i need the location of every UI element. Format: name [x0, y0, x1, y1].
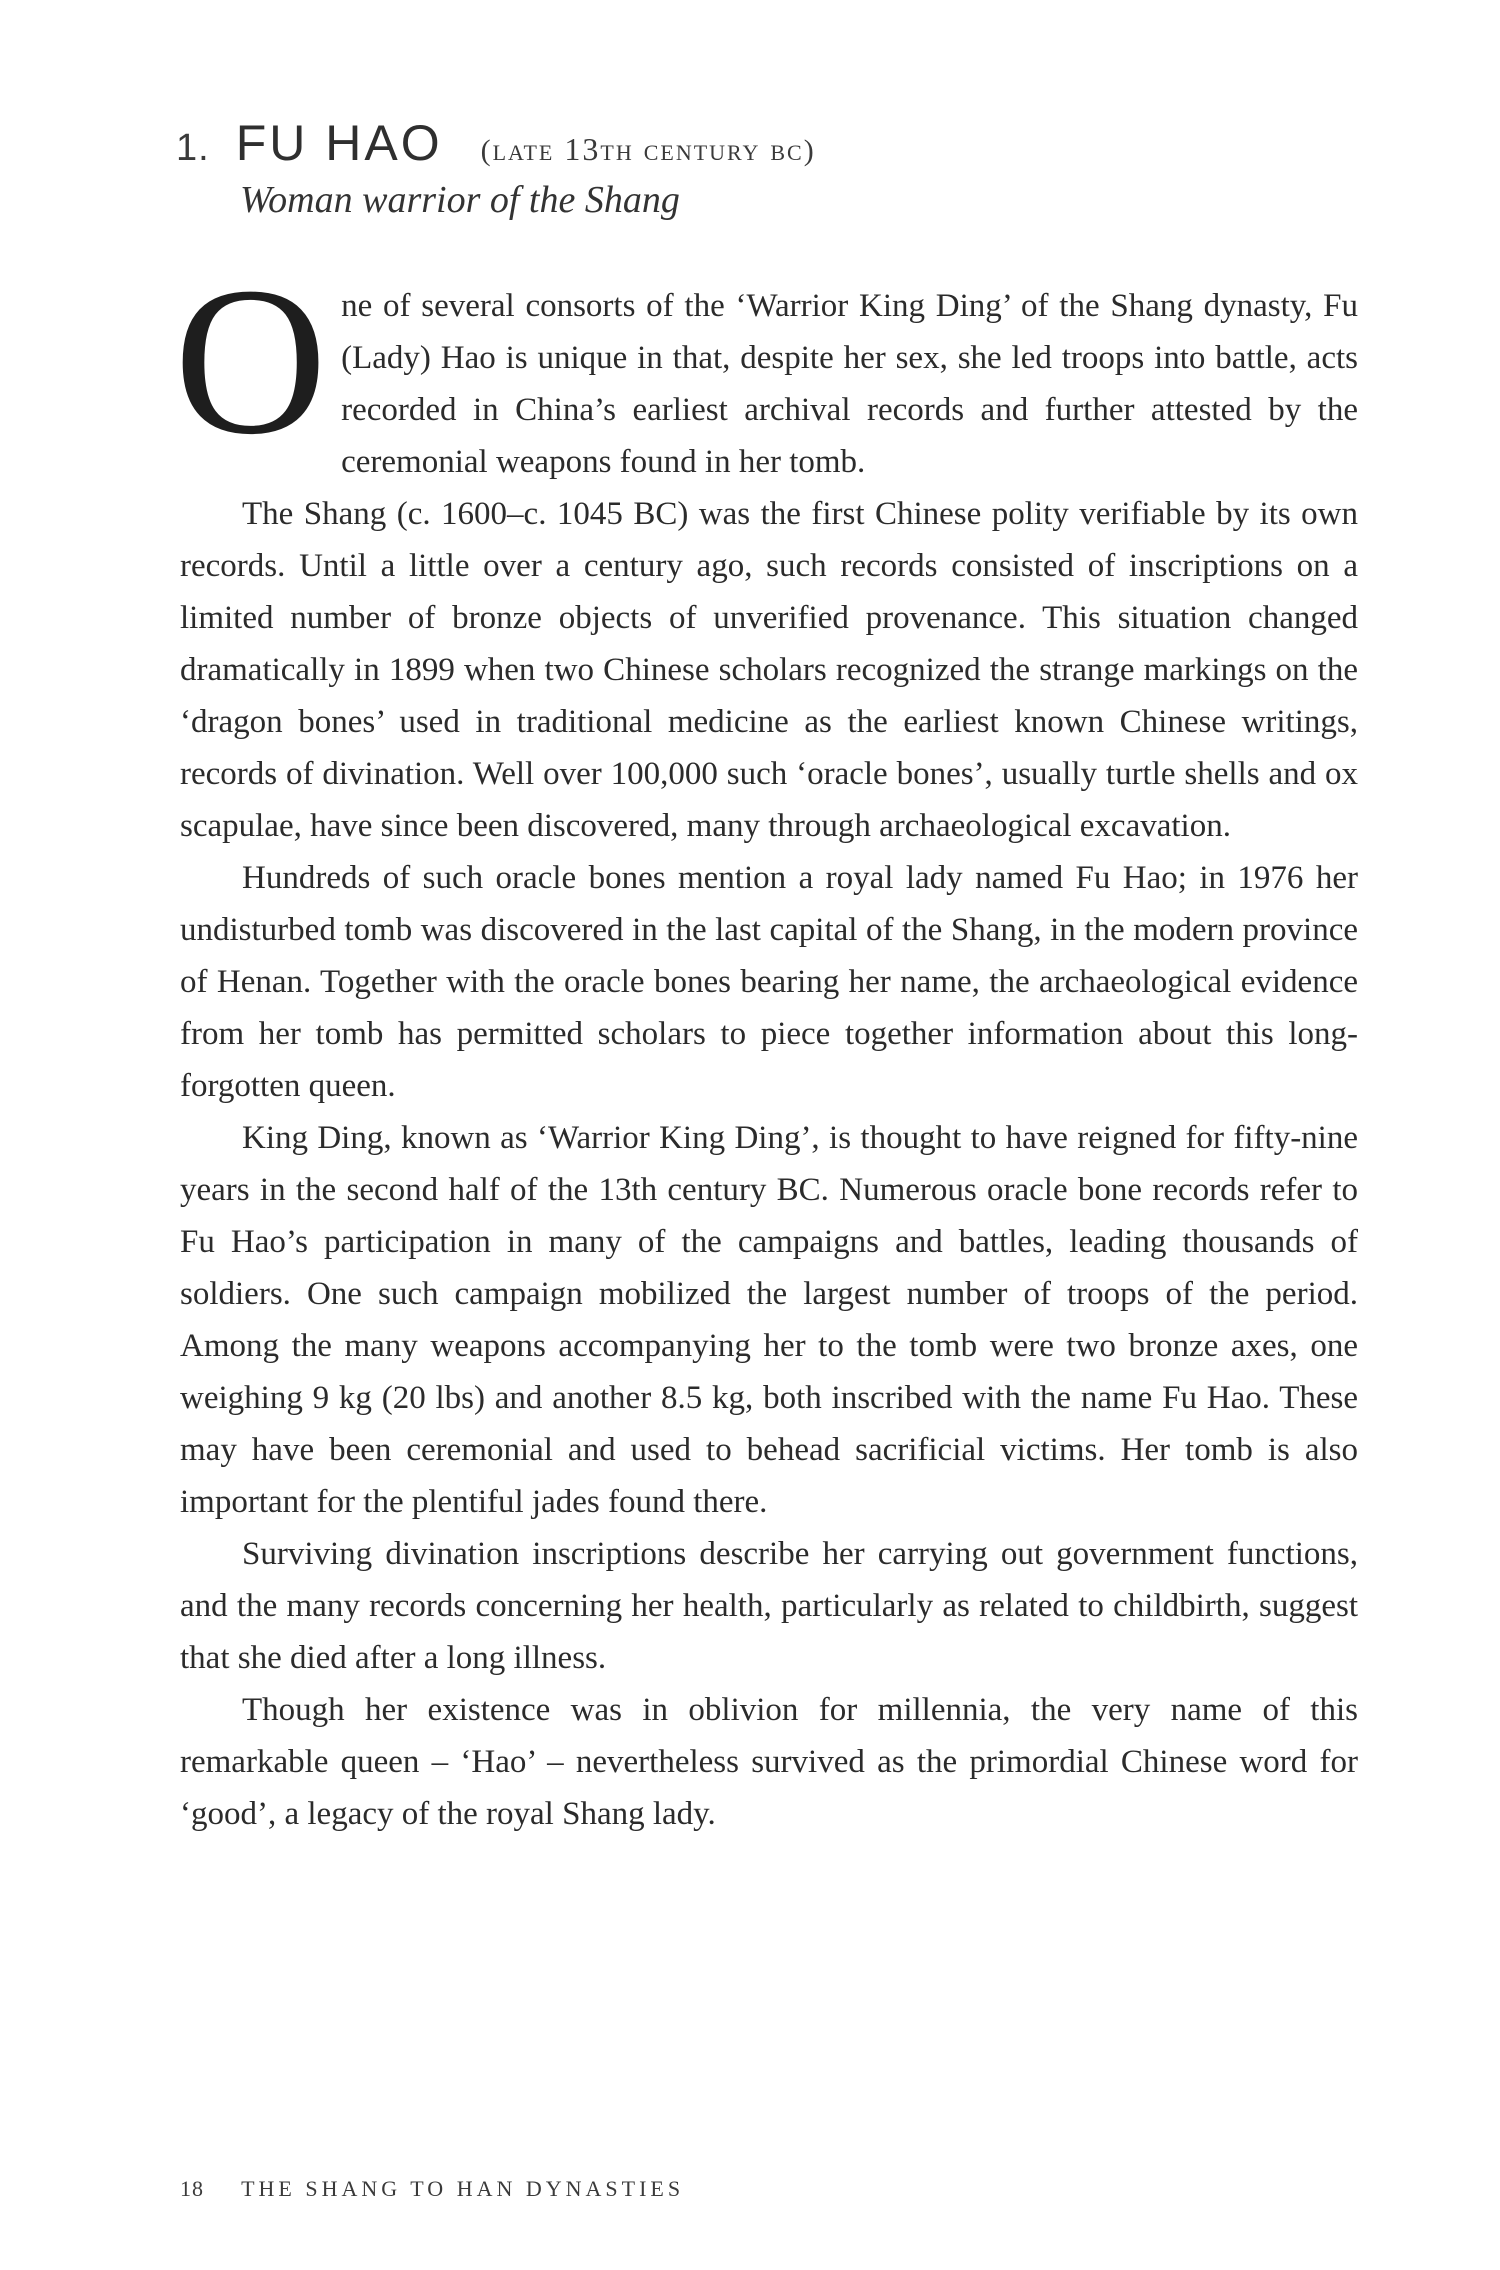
running-head: THE SHANG TO HAN DYNASTIES: [241, 2176, 685, 2201]
paragraph-1-text: ne of several consorts of the ‘Warrior King Ding’ of the Shang dynasty, Fu (Lady) Hao is unique in that, despite her sex, she led troops into battle, acts recorded in China’s earliest archival records and further attested by the ceremonial weapons found in her tomb.: [341, 288, 1358, 480]
dates-close-paren: ): [803, 134, 816, 167]
entry-subtitle: Woman warrior of the Shang: [240, 179, 680, 221]
body-text: [174, 243, 1358, 1840]
paragraph-1: [174, 243, 1358, 488]
entry-heading: [176, 115, 816, 171]
paragraph-6: Though her existence was in oblivion for millennia, the very name of this remarkable queen – ‘Hao’ – nevertheless survived as the primordial Chinese word for ‘good’, a legacy of the royal Shang lady.: [180, 1692, 1358, 1832]
paragraph-2: The Shang (c. 1600–c. 1045 BC) was the first Chinese polity verifiable by its own records. Until a little over a century ago, such records consisted of inscriptions on a limited number of bronze objects of unverified provenance. This situation changed dramatically in 1899 when two Chinese scholars recognized the strange markings on the ‘dragon bones’ used in traditional medicine as the earliest known Chinese writings, records of divination. Well over 100,000 such ‘oracle bones’, usually turtle shells and ox scapulae, have since been discovered, many through archaeological excavation.: [180, 496, 1358, 844]
dates-text: late 13th century bc: [492, 131, 804, 167]
dates-open-paren: (: [480, 134, 493, 167]
entry-number: 1.: [176, 127, 210, 169]
paragraph-3: Hundreds of such oracle bones mention a royal lady named Fu Hao; in 1976 her undisturbed tomb was discovered in the last capital of the Shang, in the modern province of Henan. Together with the oracle bones bearing her name, the archaeological evidence from her tomb has permitted scholars to piece together information about this long-forgotten queen.: [180, 860, 1358, 1104]
paragraph-4: King Ding, known as ‘Warrior King Ding’, is thought to have reigned for fifty-nine years in the second half of the 13th century BC. Numerous oracle bone records refer to Fu Hao’s participation in many of the campaigns and battles, leading thousands of soldiers. One such campaign mobilized the largest number of troops of the period. Among the many weapons accompanying her to the tomb were two bronze axes, one weighing 9 kg (20 lbs) and another 8.5 kg, both inscribed with the name Fu Hao. These may have been ceremonial and used to behead sacrificial victims. Her tomb is also important for the plentiful jades found there.: [180, 1120, 1358, 1520]
page-footer: [180, 2176, 684, 2202]
entry-title: FU HAO: [235, 115, 443, 171]
page-number: 18: [180, 2176, 204, 2201]
paragraph-5: Surviving divination inscriptions describe her carrying out government functions, and the many records concerning her health, particularly as related to childbirth, suggest that she died after a long illness.: [180, 1536, 1358, 1676]
drop-cap: O: [174, 243, 328, 478]
entry-dates: [480, 131, 816, 167]
